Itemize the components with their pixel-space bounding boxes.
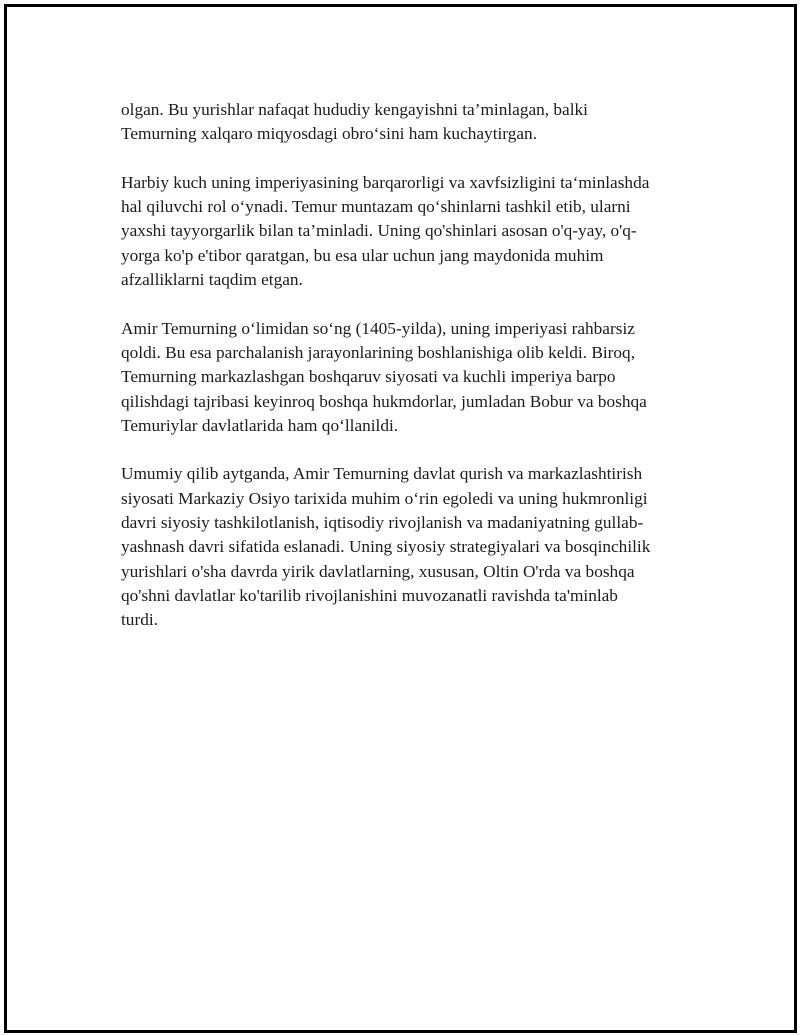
text-line: Amir Temurning o‘limidan so‘ng (1405-yilda), uning imperiyasi rahbarsiz — [121, 318, 635, 338]
text-line: olgan. Bu yurishlar nafaqat hududiy kengayishni ta’minlagan, balki — [121, 100, 588, 119]
document-body — [121, 98, 681, 657]
paragraph-2 — [121, 171, 681, 292]
text-line: turdi. — [121, 610, 158, 630]
text-line: davri siyosiy tashkilotlanish, iqtisodiy rivojlanish va madaniyatning gullab- — [121, 513, 644, 533]
text-line: Temurning xalqaro miqyosdagi obro‘sini ham kuchaytirgan. — [121, 124, 538, 144]
text-line: afzalliklarni taqdim etgan. — [121, 270, 303, 290]
text-line: Umumiy qilib aytganda, Amir Temurning davlat qurish va markazlashtirish — [121, 464, 643, 484]
text-line: Temurning markazlashgan boshqaruv siyosati va kuchli imperiya barpo — [121, 367, 616, 387]
text-line: hal qiluvchi rol o‘ynadi. Temur muntazam qo‘shinlarni tashkil etib, ularni — [121, 197, 631, 217]
paragraph-3 — [121, 317, 681, 438]
text-line: yashnash davri sifatida eslanadi. Uning siyosiy strategiyalari va bosqinchilik — [121, 537, 651, 557]
page-frame — [4, 4, 797, 1033]
text-line: qilishdagi tajribasi keyinroq boshqa hukmdorlar, jumladan Bobur va boshqa — [121, 391, 647, 411]
paragraph-4 — [121, 462, 681, 632]
text-line: yurishlari o'sha davrda yirik davlatlarning, xususan, Oltin O'rda va boshqa — [121, 561, 635, 581]
text-line: Temuriylar davlatlarida ham qo‘llanildi. — [121, 415, 399, 435]
text-line: Harbiy kuch uning imperiyasining barqarorligi va xavfsizligini ta‘minlashda — [121, 172, 650, 192]
text-line: yaxshi tayyorgarlik bilan ta’minladi. Uning qo'shinlari asosan o'q-yay, o'q- — [121, 221, 637, 241]
text-line: siyosati Markaziy Osiyo tarixida muhim o‘rin egoledi va uning hukmronligi — [121, 488, 648, 508]
text-line: yorga ko'p e'tibor qaratgan, bu esa ular uchun jang maydonida muhim — [121, 245, 604, 265]
text-line: qo'shni davlatlar ko'tarilib rivojlanishini muvozanatli ravishda ta'minlab — [121, 585, 618, 605]
text-line: qoldi. Bu esa parchalanish jarayonlarining boshlanishiga olib keldi. Biroq, — [121, 342, 636, 362]
paragraph-1 — [121, 98, 681, 147]
